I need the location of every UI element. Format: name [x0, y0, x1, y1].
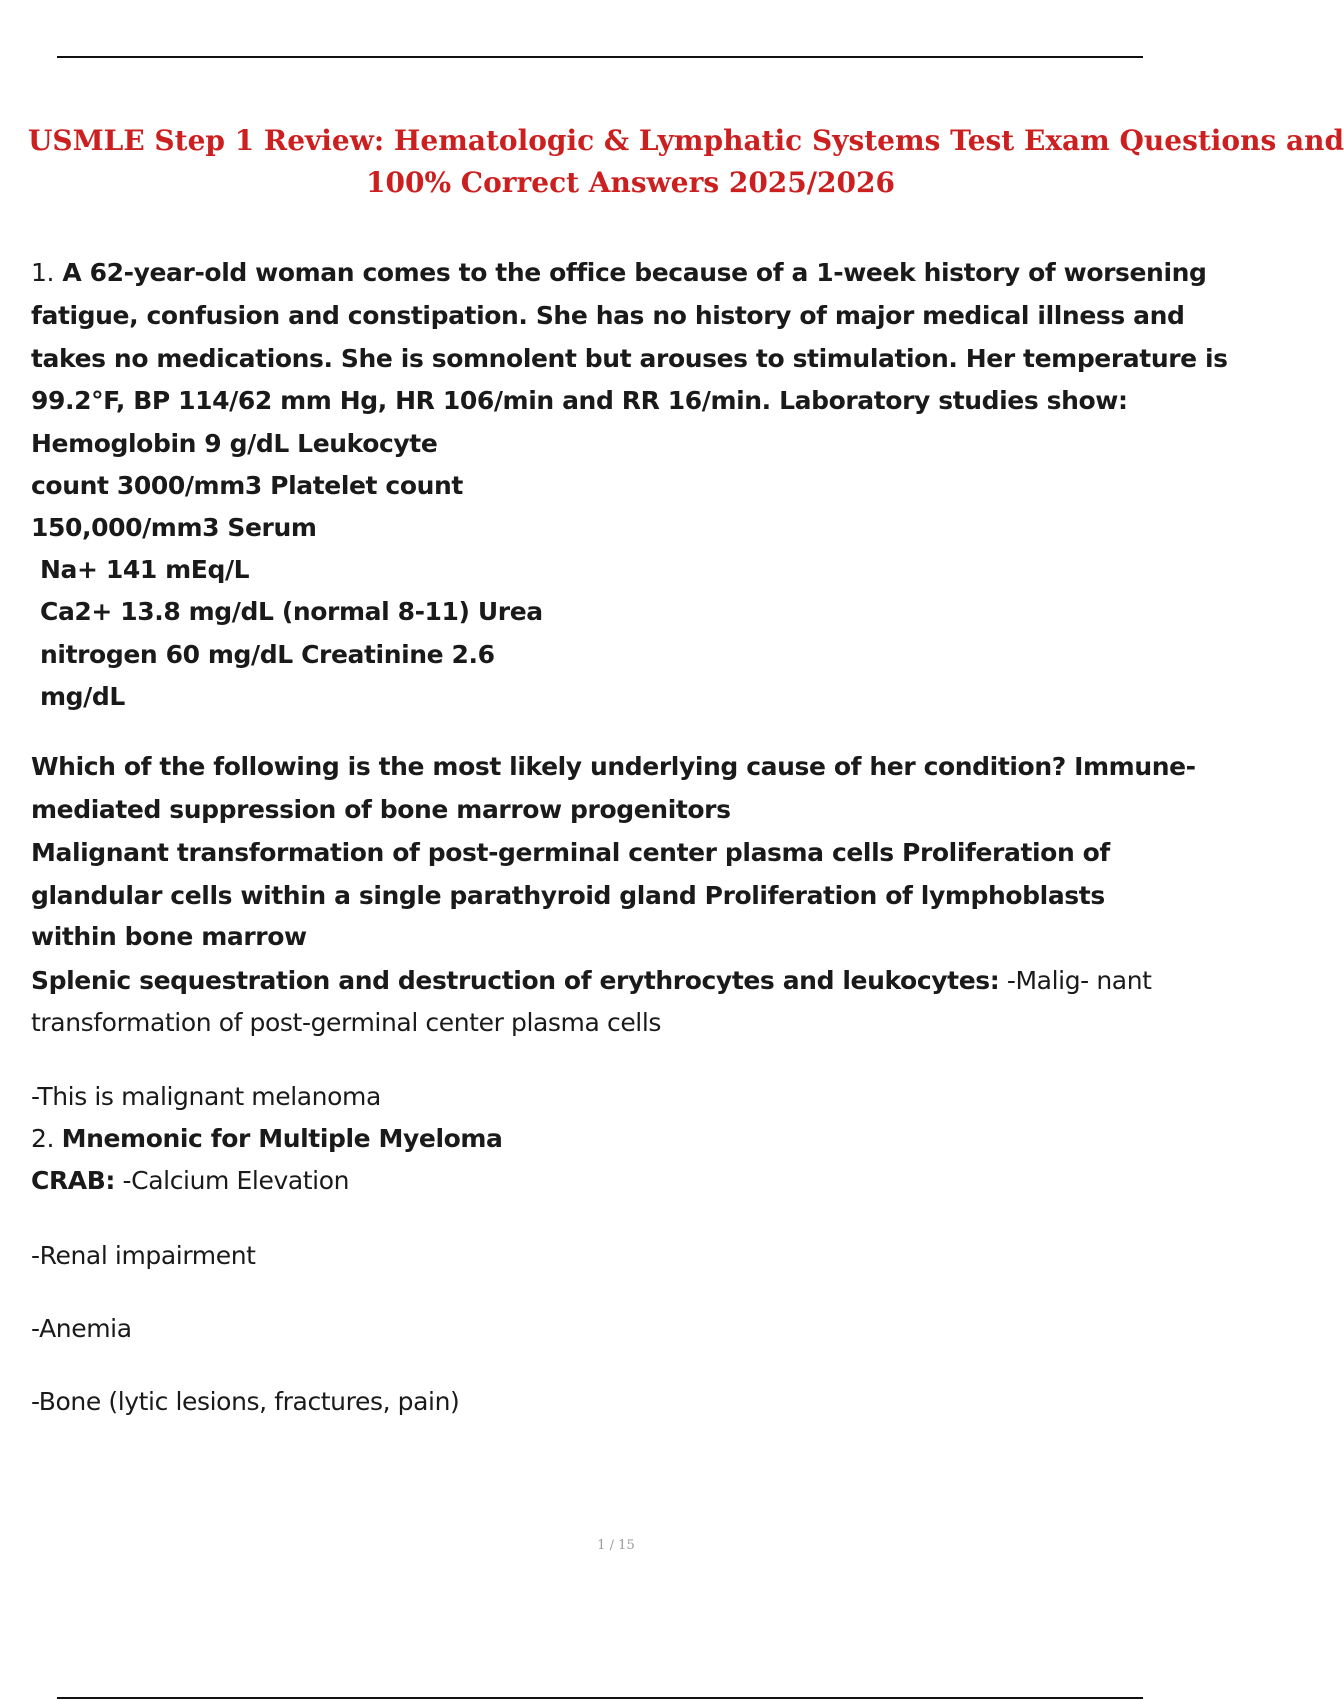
title-line-1: USMLE Step 1 Review: Hematologic & Lymphatic Systems Test Exam Questions and — [28, 124, 1344, 157]
q1-number: 1. — [31, 258, 55, 287]
q2-number: 2. — [31, 1124, 55, 1153]
q1-stem-line-1: 1. A 62-year-old woman comes to the office because of a 1-week history of worsening — [31, 258, 1207, 287]
page-indicator: 1 / 15 — [597, 1538, 635, 1553]
q1-answer-part-2: transformation of post-germinal center plasma cells — [31, 1008, 662, 1037]
q1-question-line-1: Which of the following is the most likely underlying cause of her condition? Immune- — [31, 752, 1196, 781]
q1-lab-line-6: nitrogen 60 mg/dL Creatinine 2.6 — [40, 640, 495, 669]
q2-answer-renal: -Renal impairment — [31, 1241, 256, 1270]
q2-term: CRAB: — [31, 1166, 115, 1195]
q1-question-line-4: glandular cells within a single parathyroid gland Proliferation of lymphoblasts — [31, 881, 1105, 910]
q1-stem-line-2: fatigue, confusion and constipation. She has no history of major medical illness and — [31, 301, 1185, 330]
q2-answer-bone: -Bone (lytic lesions, fractures, pain) — [31, 1387, 460, 1416]
bottom-rule — [57, 1697, 1143, 1699]
q2-answer-anemia: -Anemia — [31, 1314, 132, 1343]
q1-stem-line-3: takes no medications. She is somnolent but arouses to stimulation. Her temperature is — [31, 344, 1228, 373]
q1-answer-part-1: -Malig- nant — [999, 966, 1152, 995]
document-title — [28, 120, 1344, 204]
q2-term-line — [31, 1166, 349, 1195]
q1-lab-line-4: Na+ 141 mEq/L — [40, 555, 250, 584]
q1-note: -This is malignant melanoma — [31, 1082, 381, 1111]
q2-question-line — [31, 1124, 503, 1153]
q1-stem-line-4: 99.2°F, BP 114/62 mm Hg, HR 106/min and RR 16/min. Laboratory studies show: — [31, 386, 1128, 415]
q1-question-line-5: within bone marrow — [31, 922, 307, 951]
q1-lab-line-7: mg/dL — [40, 682, 125, 711]
title-line-2: 100% Correct Answers 2025/2026 — [366, 166, 895, 199]
q1-lab-line-5: Ca2+ 13.8 mg/dL (normal 8-11) Urea — [40, 597, 543, 626]
q1-last-option-line — [31, 966, 1152, 995]
top-rule — [57, 56, 1143, 58]
q1-lab-line-2: count 3000/mm3 Platelet count — [31, 471, 463, 500]
q1-last-option: Splenic sequestration and destruction of erythrocytes and leukocytes: — [31, 966, 1000, 995]
q2-answer-first: -Calcium Elevation — [115, 1166, 350, 1195]
q1-question-line-2: mediated suppression of bone marrow progenitors — [31, 795, 731, 824]
q1-question-line-3: Malignant transformation of post-germinal center plasma cells Proliferation of — [31, 838, 1110, 867]
q1-lab-line-3: 150,000/mm3 Serum — [31, 513, 317, 542]
q2-question: Mnemonic for Multiple Myeloma — [61, 1124, 503, 1153]
q1-lab-line-1: Hemoglobin 9 g/dL Leukocyte — [31, 429, 438, 458]
